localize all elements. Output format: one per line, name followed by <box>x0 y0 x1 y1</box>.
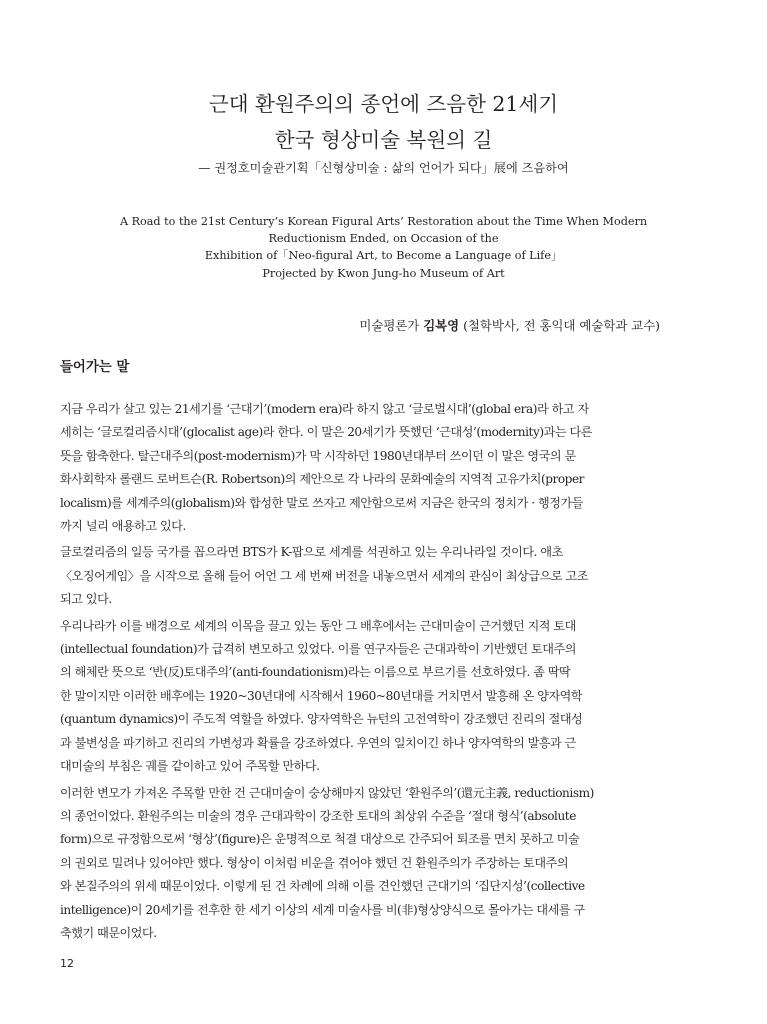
main-title-line-1: 근대 환원주의의 종언에 즈음한 21세기 <box>208 92 559 116</box>
section-heading: 들어가는 말 <box>60 360 130 375</box>
text-line: form)으로 규정함으로써 ‘형상’(figure)은 운명적으로 척결 대상으로 간주되어 퇴조를 면치 못하고 미술 <box>60 832 580 847</box>
subtitle: — 권정호미술관기획「신형상미술 : 삶의 언어가 되다」展에 즈음하여 <box>198 161 569 175</box>
main-title-line-2: 한국 형상미술 복원의 길 <box>274 128 493 152</box>
author-name: 김복영 <box>423 318 460 333</box>
text-line: 세히는 ‘글로컬리즘시대’(glocalist age)라 한다. 이 말은 20세기가 뜻했던 ‘근대성’(modernity)과는 다른 <box>60 425 592 440</box>
text-line: 우리나라가 이를 배경으로 세계의 이목을 끌고 있는 동안 그 배후에서는 근대미술이 근거했던 지적 토대 <box>60 618 576 633</box>
paragraph-1 <box>60 398 703 538</box>
author-role: 미술평론가 <box>359 318 420 333</box>
text-line: 글로컬리즘의 일등 국가를 꼽으라면 BTS가 K-팝으로 세계를 석권하고 있는 우리나라일 것이다. 애초 <box>60 545 563 560</box>
text-line: (intellectual foundation)가 급격히 변모하고 있었다. 이를 연구자들은 근대과학이 기반했던 토대주의 <box>60 642 576 657</box>
english-title <box>60 213 707 282</box>
english-title-line: Projected by Kwon Jung-ho Museum of Art <box>262 266 505 280</box>
text-line: intelligence)이 20세기를 전후한 한 세기 이상의 세계 미술사를 비(非)형상양식으로 몰아가는 대세를 구 <box>60 902 585 917</box>
text-line: 의 권외로 밀려나 있어야만 했다. 형상이 이처럼 비운을 겪어야 했던 건 환원주의가 주장하는 토대주의 <box>60 855 569 870</box>
text-line: 지금 우리가 살고 있는 21세기를 ‘근대기’(modern era)라 하지 않고 ‘글로벌시대’(global era)라 하고 자 <box>60 402 589 416</box>
page-number: 12 <box>60 957 74 970</box>
text-line: 의 종언이었다. 환원주의는 미술의 경우 근대과학이 강조한 토대의 최상위 수준을 ‘절대 형식’(absolute <box>60 808 576 823</box>
text-line: 되고 있다. <box>60 592 112 607</box>
text-line: 대미술의 부침은 궤를 같이하고 있어 주목할 만하다. <box>60 759 320 774</box>
article-body <box>60 398 703 948</box>
english-title-line: Exhibition of「Neo-figural Art, to Become a Language of Life」 <box>204 249 563 263</box>
text-line: localism)를 세계주의(globalism)와 합성한 말로 쓰자고 제안함으로써 지금은 한국의 정치가 · 행정가들 <box>60 495 583 510</box>
paragraph-2 <box>60 541 703 611</box>
text-line: (quantum dynamics)이 주도적 역할을 하였다. 양자역학은 뉴턴의 고전역학이 강조했던 진리의 절대성 <box>60 712 583 727</box>
english-title-line: A Road to the 21st Century’s Korean Figural Arts’ Restoration about the Time When Modern <box>119 215 648 228</box>
text-line: 축했기 때문이었다. <box>60 925 157 940</box>
text-line: 와 본질주의의 위세 때문이었다. 이렇게 된 건 차례에 의해 이를 견인했던 근대기의 ‘집단지성’(collective <box>60 879 585 894</box>
paragraph-4 <box>60 782 703 946</box>
text-line: 의 해체란 뜻으로 ‘반(反)토대주의’(anti-foundationism)라는 이름으로 부르기를 선호하였다. 좀 딱딱 <box>60 665 571 680</box>
text-line: 뜻을 함축한다. 탈근대주의(post-modernism)가 막 시작하던 1980년대부터 쓰이던 이 말은 영국의 문 <box>60 448 576 463</box>
author-byline <box>359 317 660 335</box>
text-line: 화사회학자 롤랜드 로버트슨(R. Robertson)의 제안으로 각 나라의 문화예술의 지역적 고유가치(proper <box>60 472 585 487</box>
text-line: 까지 널리 애용하고 있다. <box>60 519 186 534</box>
text-line: 과 불변성을 파기하고 진리의 가변성과 확률을 강조하였다. 우연의 일치이긴 하나 양자역학의 발흥과 근 <box>60 735 576 750</box>
author-affiliation: (철학박사, 전 홍익대 예술학과 교수) <box>463 318 660 333</box>
text-line: 한 말이지만 이러한 배후에는 1920~30년대에 시작해서 1960~80년대를 거치면서 발흥해 온 양자역학 <box>60 688 583 703</box>
text-line: 〈오징어게임〉을 시작으로 올해 들어 어언 그 세 번째 버전을 내놓으면서 세계의 관심이 최상급으로 고조 <box>60 568 588 583</box>
paragraph-3 <box>60 615 703 779</box>
text-line: 이러한 변모가 가져온 주목할 만한 건 근대미술이 숭상해마지 않았던 ‘환원주의’(還元主義, reductionism) <box>60 785 594 800</box>
english-title-line: Reductionism Ended, on Occasion of the <box>268 232 499 246</box>
